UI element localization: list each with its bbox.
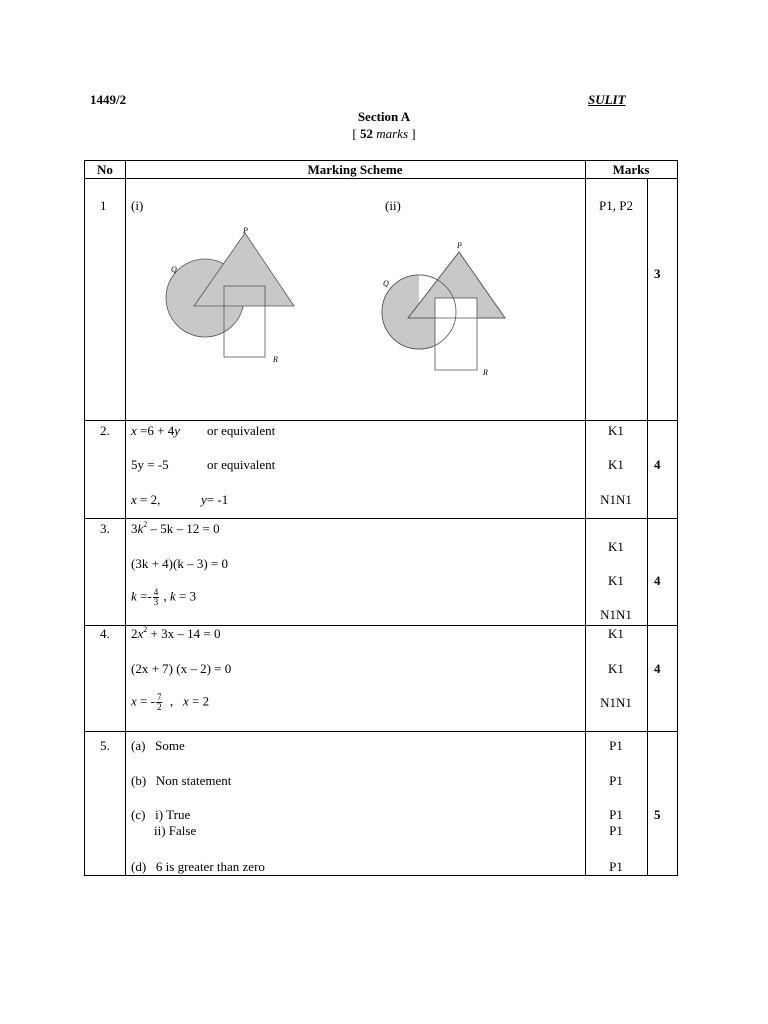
q2-mark2: K1 [608, 457, 624, 472]
q2-line2-note: or equivalent [207, 457, 276, 472]
q5-part-d: (d) 6 is greater than zero [131, 859, 265, 874]
q2-line1-note: or equivalent [207, 423, 276, 438]
classification-label: SULIT [588, 92, 626, 107]
q3-mark2: K1 [608, 573, 624, 588]
q4-fraction: $\frac{7}{2}$ [156, 692, 162, 712]
q2-mark3: N1N1 [600, 492, 632, 507]
q4-mark3: N1N1 [600, 695, 632, 710]
q2-mark1: K1 [608, 423, 624, 438]
q4-number: 4. [100, 626, 110, 641]
q1-total: 3 [654, 266, 661, 281]
q3-line1: $3k^2 - 5k - 12 = 0$ [131, 520, 220, 536]
q3-mark3: N1N1 [600, 607, 632, 622]
venn-diagram-i [157, 219, 307, 369]
q3-mark1: K1 [608, 539, 624, 554]
q5-mark-d: P1 [609, 859, 623, 874]
q5-part-c1: (c) i) True [131, 807, 191, 822]
q3-number: 3. [100, 521, 110, 536]
section-title: Section A [357, 109, 411, 124]
q2-total: 4 [654, 457, 661, 472]
q1-part-ii: (ii) [385, 198, 401, 213]
venn-diagram-ii [375, 233, 525, 383]
q5-number: 5. [100, 738, 110, 753]
label-r: R [273, 355, 278, 364]
q5-mark-a: P1 [609, 738, 623, 753]
header-no: No [97, 162, 113, 177]
q4-line1: $2x^2 + 3x - 14 = 0$ [131, 625, 221, 641]
q5-part-b: (b) Non statement [131, 773, 232, 788]
marking-scheme-table [84, 160, 678, 876]
q4-mark1: K1 [608, 626, 624, 641]
q1-number: 1 [100, 198, 107, 213]
q4-line2: (2x + 7) (x – 2) = 0 [131, 661, 232, 676]
q2-line3a: x = 2, [131, 492, 161, 507]
paper-code: 1449/2 [90, 92, 127, 107]
q4-line3: x = - $\frac{7}{2}$ , x = 2 [131, 692, 210, 712]
q2-line1: x =6 + 4y [131, 423, 180, 438]
q4-total: 4 [654, 661, 661, 676]
q3-line3: k =- $\frac{4}{3}$ , k = 3 [131, 587, 197, 607]
q5-mark-c2: P1 [609, 823, 623, 838]
q2-line3b: y= -1 [201, 492, 229, 507]
q1-part-i: (i) [131, 198, 144, 213]
q1-marks: P1, P2 [599, 198, 633, 213]
label-p: P [457, 241, 462, 250]
label-p: P [243, 226, 248, 235]
q3-total: 4 [654, 573, 661, 588]
q3-line2: (3k + 4)(k – 3) = 0 [131, 556, 228, 571]
q5-mark-b: P1 [609, 773, 623, 788]
q5-part-c2: ii) False [154, 823, 197, 838]
q5-total: 5 [654, 807, 661, 822]
q4-mark2: K1 [608, 661, 624, 676]
header-marking-scheme: Marking Scheme [307, 162, 403, 177]
q2-line2: 5y = -5 [131, 457, 169, 472]
header-marks: Marks [612, 162, 650, 177]
label-q: Q [383, 279, 389, 288]
section-marks: [ 52 marks ] [352, 126, 416, 141]
label-r: R [483, 368, 488, 377]
label-q: Q [171, 265, 177, 274]
q2-number: 2. [100, 423, 110, 438]
q5-part-a: (a) Some [131, 738, 185, 753]
q5-mark-c1: P1 [609, 807, 623, 822]
q3-fraction: $\frac{4}{3}$ [153, 587, 159, 607]
